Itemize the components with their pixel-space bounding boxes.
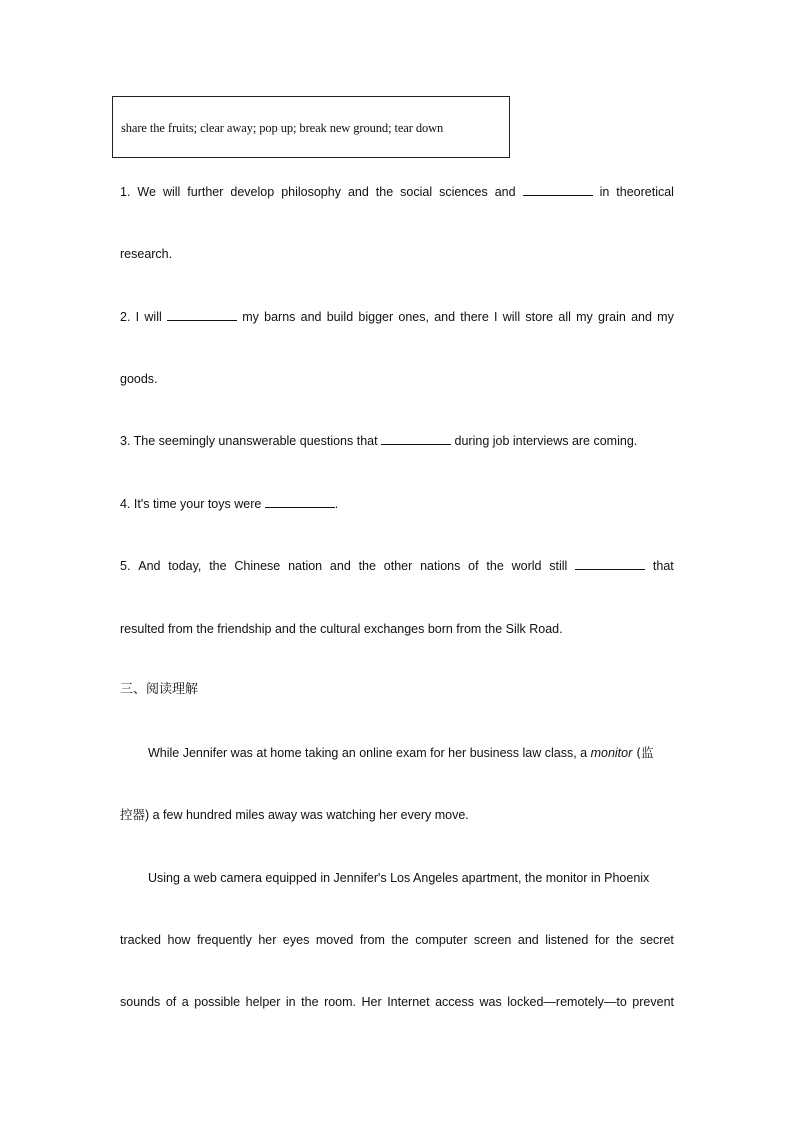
- question-word: 1.: [120, 185, 131, 199]
- question-word: the: [486, 559, 504, 573]
- question-word: philosophy: [281, 185, 341, 199]
- question-word: all: [558, 310, 571, 324]
- passage-p1-line-2: 控器) a few hundred miles away was watching her every move.: [120, 808, 469, 822]
- question-word: barns: [264, 310, 296, 324]
- passage-word: room.: [324, 995, 357, 1009]
- question-4: [120, 496, 674, 512]
- question-word: the: [375, 185, 394, 199]
- question-word: social: [400, 185, 433, 199]
- question-word: other: [383, 559, 413, 573]
- question-word: the: [209, 559, 227, 573]
- passage-p2-line-3: [120, 994, 674, 1010]
- question-word: and: [631, 310, 652, 324]
- passage-word: in: [285, 995, 296, 1009]
- question-word: my: [242, 310, 259, 324]
- passage-word: helper: [245, 995, 281, 1009]
- question-word: theoretical: [616, 185, 674, 199]
- passage-word: a: [181, 995, 189, 1009]
- question-word: 5.: [120, 559, 131, 573]
- question-word: Chinese: [234, 559, 281, 573]
- passage-word: computer: [415, 933, 468, 947]
- question-word: nation: [288, 559, 323, 573]
- question-word: today,: [168, 559, 202, 573]
- question-word: and: [494, 185, 516, 199]
- question-3-after: during job interviews are coming.: [451, 434, 638, 448]
- question-word: And: [138, 559, 161, 573]
- question-word: there: [460, 310, 489, 324]
- question-word: nations: [420, 559, 461, 573]
- passage-word: her: [258, 933, 277, 947]
- question-word: of: [468, 559, 479, 573]
- passage-word: eyes: [282, 933, 310, 947]
- question-word: I: [494, 310, 498, 324]
- question-4-before: 4. It's time your toys were: [120, 497, 265, 511]
- passage-word: how: [167, 933, 191, 947]
- question-3: [120, 433, 674, 449]
- question-word: develop: [230, 185, 275, 199]
- passage-p1-line-1: [120, 745, 674, 761]
- word-bank-text: share the fruits; clear away; pop up; break new ground; tear down: [121, 121, 444, 135]
- question-word: will: [144, 310, 162, 324]
- question-4-after: .: [334, 497, 339, 511]
- passage-word: tracked: [120, 933, 161, 947]
- answer-blank: [167, 309, 237, 321]
- passage-text: (监: [632, 745, 654, 760]
- passage-word: sounds: [120, 995, 161, 1009]
- question-1-line-1: [120, 184, 674, 200]
- passage-word: possible: [194, 995, 241, 1009]
- answer-blank: [265, 496, 335, 508]
- passage-word: the: [391, 933, 409, 947]
- passage-word: and: [517, 933, 539, 947]
- passage-word: access: [435, 995, 475, 1009]
- passage-word: Her: [361, 995, 382, 1009]
- passage-word: Internet: [387, 995, 430, 1009]
- question-word: ones,: [398, 310, 429, 324]
- passage-p2-line-1: Using a web camera equipped in Jennifer's Los Angeles apartment, the monitor in Phoenix: [148, 871, 650, 885]
- question-word: further: [187, 185, 224, 199]
- passage-word: the: [301, 995, 319, 1009]
- passage-word: secret: [639, 933, 674, 947]
- question-word: will: [502, 310, 521, 324]
- passage-word: prevent: [632, 995, 674, 1009]
- question-1-line-2: research.: [120, 247, 173, 261]
- word-bank-box: [112, 96, 510, 158]
- question-5-line-2: resulted from the friendship and the cultural exchanges born from the Silk Road.: [120, 622, 563, 636]
- question-word: and: [347, 185, 369, 199]
- answer-blank: [575, 558, 645, 570]
- passage-text: While Jennifer was at home taking an online exam for her business law class, a: [148, 746, 591, 760]
- question-word: We: [137, 185, 156, 199]
- question-word: build: [326, 310, 354, 324]
- question-word: world: [511, 559, 542, 573]
- question-word: the: [358, 559, 376, 573]
- question-word: sciences: [439, 185, 488, 199]
- question-word: and: [434, 310, 456, 324]
- question-3-before: 3. The seemingly unanswerable questions that: [120, 434, 382, 448]
- question-word: 2.: [120, 310, 131, 324]
- answer-blank: [381, 433, 451, 445]
- question-word: store: [525, 310, 554, 324]
- passage-italic-term: monitor: [590, 746, 633, 760]
- passage-word: locked—remotely—to: [507, 995, 627, 1009]
- question-word: grain: [598, 310, 626, 324]
- question-word: and: [300, 310, 322, 324]
- passage-word: from: [359, 933, 385, 947]
- question-word: my: [576, 310, 593, 324]
- section-heading: 三、阅读理解: [120, 682, 199, 697]
- passage-p2-line-2: [120, 932, 674, 948]
- passage-word: of: [165, 995, 177, 1009]
- question-2-line-1: [120, 309, 674, 325]
- passage-word: the: [615, 933, 634, 947]
- question-word: in: [599, 185, 610, 199]
- question-word: bigger: [358, 310, 394, 324]
- passage-word: listened: [545, 933, 589, 947]
- question-word: will: [162, 185, 181, 199]
- question-word: still: [549, 559, 568, 573]
- question-word: that: [652, 559, 674, 573]
- answer-blank: [523, 184, 593, 196]
- question-2-line-2: goods.: [120, 372, 158, 386]
- question-word: my: [657, 310, 674, 324]
- question-word: I: [135, 310, 140, 324]
- passage-word: screen: [473, 933, 512, 947]
- passage-word: moved: [315, 933, 354, 947]
- passage-word: for: [594, 933, 610, 947]
- question-5-line-1: [120, 558, 674, 574]
- passage-word: was: [479, 995, 502, 1009]
- passage-word: frequently: [196, 933, 252, 947]
- question-word: and: [329, 559, 351, 573]
